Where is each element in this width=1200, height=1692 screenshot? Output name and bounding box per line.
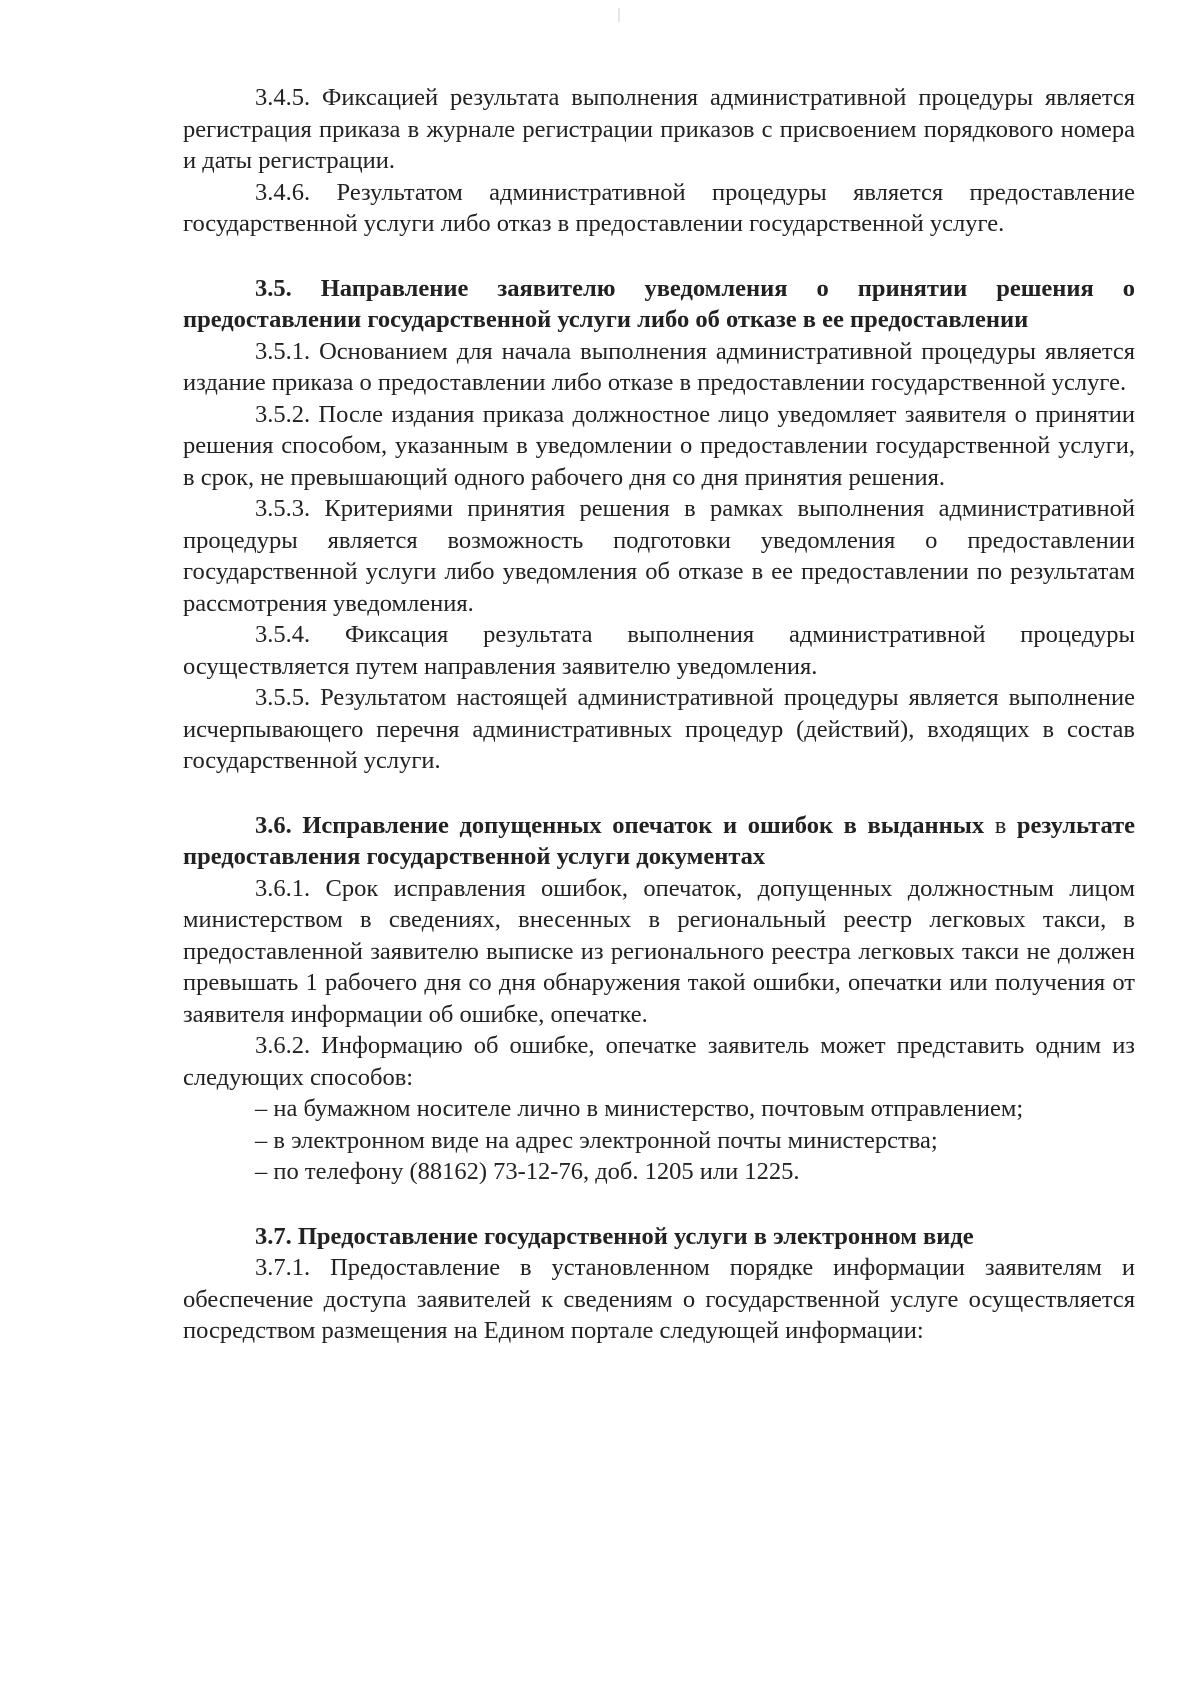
list-item: – по телефону (88162) 73-12-76, доб. 1205 или 1225.	[255, 1158, 800, 1185]
paragraph-3-4-6: 3.4.6. Результатом административной процедуры является предоставление государственной услуги либо отказ в предоставлении государственной услуге.	[183, 178, 1135, 237]
paragraph-3-5-4: 3.5.4. Фиксация результата выполнения административной процедуры осуществляется путем направления заявителю уведомления.	[183, 621, 1135, 680]
paragraph-3-5-5: 3.5.5. Результатом настоящей административной процедуры является выполнение исчерпывающего перечня административных процедур (действий), входящих в состав государственной услуги.	[183, 684, 1135, 774]
list-item: – на бумажном носителе лично в министерство, почтовым отправлением;	[255, 1095, 1024, 1122]
section-heading-3-7: 3.7. Предоставление государственной услуги в электронном виде	[255, 1222, 974, 1250]
list-item: – в электронном виде на адрес электронной почты министерства;	[255, 1126, 938, 1154]
paragraph-3-5-2: 3.5.2. После издания приказа должностное лицо уведомляет заявителя о принятии решения способом, указанным в уведомлении о предоставлении государственной услуги, в срок, не превышающий одного рабочего дня со дня принятия решения.	[183, 400, 1135, 491]
section-spacer	[183, 777, 1135, 810]
section-spacer	[183, 1188, 1135, 1221]
section-spacer	[183, 240, 1135, 273]
paragraph-3-4-5: 3.4.5. Фиксацией результата выполнения административной процедуры является регистрация приказа в журнале регистрации приказов с присвоением порядкового номера и даты регистрации.	[183, 84, 1135, 174]
section-heading-3-6	[183, 810, 1135, 873]
section-heading-3-6-bold: 3.6. Исправление допущенных опечаток и ошибок в выданных	[255, 811, 985, 839]
paragraph-3-5-3: 3.5.3. Критериями принятия решения в рамках выполнения административной процедуры является возможность подготовки уведомления о предоставлении государственной услуги либо уведомления об отказе в ее предоставлении по результатам рассмотрения уведомления.	[183, 495, 1135, 617]
paragraph-3-7-1: 3.7.1. Предоставление в установленном порядке информации заявителям и обеспечение доступа заявителей к сведениям о государственной услуге осуществляется посредством размещения на Едином портале следующей информации:	[183, 1254, 1135, 1344]
paragraph-3-6-1: 3.6.1. Срок исправления ошибок, опечаток, допущенных должностным лицом министерством в сведениях, внесенных в региональный реестр легковых такси, в предоставленной заявителю выписке из регионального реестра легковых такси не должен превышать 1 рабочего дня со дня обнаружения такой ошибки, опечатки или получения от заявителя информации об ошибке, опечатке.	[183, 874, 1135, 1028]
scan-artifact	[618, 8, 620, 22]
section-heading-3-6-normal: в	[984, 811, 1017, 839]
section-heading-3-5: 3.5. Направление заявителю уведомления о принятии решения о предоставлении государственной услуги либо об отказе в ее предоставлении	[183, 274, 1135, 333]
document-page	[183, 82, 1135, 1347]
paragraph-3-6-2: 3.6.2. Информацию об ошибке, опечатке заявитель может представить одним из следующих способов:	[183, 1032, 1135, 1091]
section-heading-3-6-bold-2: результате предоставления государственной услуги документах	[183, 811, 1135, 870]
paragraph-3-5-1: 3.5.1. Основанием для начала выполнения административной процедуры является издание приказа о предоставлении либо отказе в предоставлении государственной услуге.	[183, 337, 1135, 396]
